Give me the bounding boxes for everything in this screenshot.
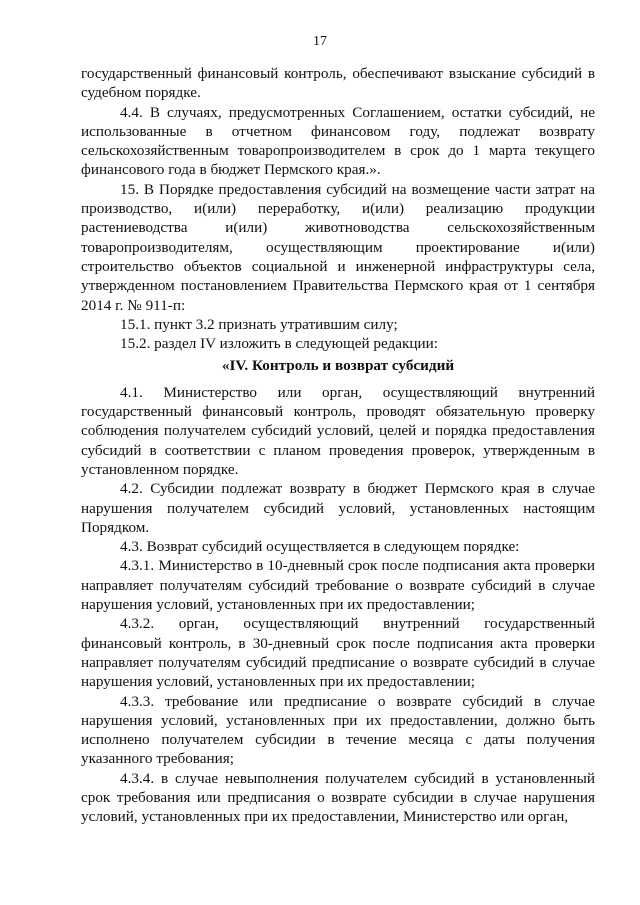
paragraph-4-3-1: 4.3.1. Министерство в 10-дневный срок после подписания акта проверки направляет получателям субсидий требование о возврате субсидий в случае нарушения условий, установленных при их предоставлении; [81,557,595,614]
paragraph-4-4: 4.4. В случаях, предусмотренных Соглашением, остатки субсидий, не использованные в отчетном финансовом году, подлежат возврату сельскохозяйственным товаропроизводителем в срок до 1 марта текущего финансового года в бюджет Пермского края.». [81,103,595,179]
document-body [81,64,595,827]
paragraph-4-2: 4.2. Субсидии подлежат возврату в бюджет Пермского края в случае нарушения получателем субсидий условий, установленных настоящим Порядком. [81,480,595,536]
paragraph-15: 15. В Порядке предоставления субсидий на возмещение части затрат на производство, и(или) переработку, и(или) реализацию продукции растениеводства и(или) животноводства сельскохозяйственным товаропроизводителям, осуществляющим проектирование и(или) строительство объектов социальной и инженерной инфраструктуры села, утвержденном постановлением Правительства Пермского края от 1 сентября 2014 г. № 911-п: [81,180,595,314]
paragraph-4-3-2: 4.3.2. орган, осуществляющий внутренний государственный финансовый контроль, в 30-дневный срок после подписания акта проверки направляет получателям субсидий предписание о возврате субсидий в случае нарушения условий, установленных при их предоставлении; [81,615,595,691]
paragraph-continuation: государственный финансовый контроль, обеспечивают взыскание субсидий в судебном порядке. [81,65,595,102]
page-number: 17 [313,34,327,49]
section-heading: «IV. Контроль и возврат субсидий [221,357,455,375]
paragraph-4-3-3: 4.3.3. требование или предписание о возврате субсидий в случае нарушения условий, установленных при их предоставлении, должно быть исполнено получателем субсидии в течение месяца с даты получения указанного требования; [81,692,595,768]
paragraph-4-3-4: 4.3.4. в случае невыполнения получателем субсидий в установленный срок требования или предписания о возврате субсидии в случае нарушения условий, установленных при их предоставлении, Министерство или орган, [81,769,595,826]
paragraph-15-1: 15.1. пункт 3.2 признать утратившим силу; [120,315,398,333]
paragraph-4-1: 4.1. Министерство или орган, осуществляющий внутренний государственный финансовый контроль, проводят обязательную проверку соблюдения получателем субсидий условий, целей и порядка предоставления субсидий в соответствии с планом проведения проверок, утвержденным в установленном порядке. [81,383,595,478]
paragraph-4-3: 4.3. Возврат субсидий осуществляется в следующем порядке: [120,538,520,556]
paragraph-15-2: 15.2. раздел IV изложить в следующей редакции: [120,335,438,353]
